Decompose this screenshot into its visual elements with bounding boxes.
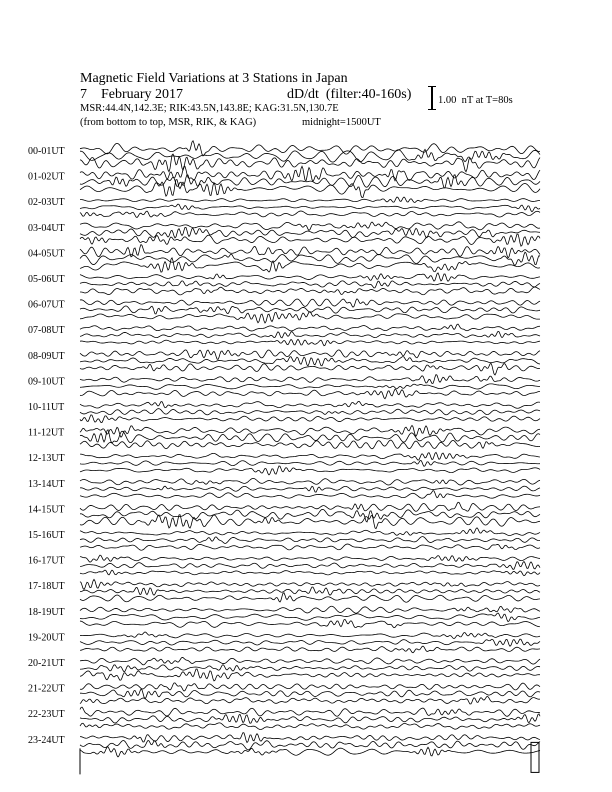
trace-msr-04-05UT (80, 258, 540, 272)
trace-msr-03-04UT (80, 234, 540, 246)
trace-msr-19-20UT (80, 646, 540, 653)
trace-kag-15-16UT (80, 528, 540, 536)
trace-msr-17-18UT (80, 593, 540, 602)
trace-rik-09-10UT (80, 384, 540, 389)
trace-kag-14-15UT (80, 502, 540, 511)
trace-rik-14-15UT (80, 509, 540, 522)
trace-kag-03-04UT (80, 222, 540, 231)
trace-kag-09-10UT (80, 375, 540, 384)
hour-label: 16-17UT (28, 555, 65, 567)
trace-kag-13-14UT (80, 478, 540, 485)
hour-label: 14-15UT (28, 504, 65, 516)
chart-filter: dD/dt (filter:40-160s) (287, 87, 412, 102)
trace-msr-12-13UT (80, 466, 540, 475)
trace-rik-12-13UT (80, 460, 540, 466)
trace-kag-07-08UT (80, 324, 540, 331)
trace-rik-02-03UT (80, 204, 540, 212)
hour-label: 04-05UT (28, 248, 65, 260)
trace-msr-18-19UT (80, 619, 540, 627)
trace-rik-06-07UT (80, 306, 540, 314)
trace-rik-08-09UT (80, 357, 540, 366)
trace-rik-13-14UT (80, 486, 540, 492)
trace-rik-16-17UT (80, 562, 540, 570)
trace-kag-21-22UT (80, 683, 540, 691)
hour-label: 09-10UT (28, 376, 65, 388)
hour-label: 06-07UT (28, 299, 65, 311)
hour-label: 00-01UT (28, 146, 65, 157)
trace-msr-05-06UT (80, 287, 540, 295)
trace-msr-10-11UT (80, 415, 540, 423)
midnight-note: midnight=1500UT (302, 117, 381, 128)
trace-kag-05-06UT (80, 273, 540, 281)
trace-msr-11-12UT (80, 440, 540, 449)
trace-rik-19-20UT (80, 639, 540, 646)
hour-label: 22-23UT (28, 709, 65, 721)
trace-rik-04-05UT (80, 252, 540, 265)
trace-msr-22-23UT (80, 723, 540, 730)
hour-label: 18-19UT (28, 606, 65, 618)
hour-label: 13-14UT (28, 478, 65, 490)
trace-rik-18-19UT (80, 613, 540, 622)
trace-msr-02-03UT (80, 211, 540, 217)
hour-label: 21-22UT (28, 683, 65, 695)
hour-label: 07-08UT (28, 325, 65, 337)
hour-label: 01-02UT (28, 171, 65, 183)
hour-label: 20-21UT (28, 658, 65, 669)
trace-rik-17-18UT (80, 587, 540, 595)
hour-label: 19-20UT (28, 632, 65, 644)
trace-kag-19-20UT (80, 632, 540, 639)
trace-msr-06-07UT (80, 312, 540, 323)
trace-kag-22-23UT (80, 707, 540, 716)
hour-label: 17-18UT (28, 581, 65, 593)
trace-rik-22-23UT (80, 714, 540, 723)
trace-msr-01-02UT (80, 180, 540, 198)
trace-kag-16-17UT (80, 555, 540, 562)
trace-msr-07-08UT (80, 339, 540, 345)
trace-kag-06-07UT (80, 299, 540, 307)
trace-msr-23-24UT (80, 747, 540, 757)
trace-rik-07-08UT (80, 331, 540, 338)
trace-kag-02-03UT (80, 197, 540, 202)
trace-kag-01-02UT (80, 166, 540, 181)
chart-title: Magnetic Field Variations at 3 Stations in Japan (80, 71, 348, 86)
hour-label: 02-03UT (28, 197, 65, 209)
trace-msr-09-10UT (80, 389, 540, 398)
trace-kag-00-01UT (80, 141, 540, 156)
trace-rik-11-12UT (80, 430, 540, 443)
trace-kag-11-12UT (80, 425, 540, 437)
end-marker-right (531, 742, 539, 772)
trace-kag-04-05UT (80, 245, 540, 258)
trace-kag-10-11UT (80, 401, 540, 408)
station-coordinates: MSR:44.4N,142.3E; RIK:43.5N,143.8E; KAG:31.5N,130.7E (80, 103, 339, 114)
trace-msr-14-15UT (80, 515, 540, 529)
trace-msr-15-16UT (80, 544, 540, 550)
trace-kag-12-13UT (80, 452, 540, 460)
trace-rik-23-24UT (80, 740, 540, 749)
trace-rik-05-06UT (80, 281, 540, 288)
stack-order-note: (from bottom to top, MSR, RIK, & KAG) (80, 117, 257, 128)
hour-label: 12-13UT (28, 453, 65, 465)
trace-kag-17-18UT (80, 579, 540, 589)
trace-rik-15-16UT (80, 537, 540, 544)
trace-kag-20-21UT (80, 657, 540, 664)
hour-label: 15-16UT (28, 530, 65, 541)
chart-date: 7 February 2017 (80, 87, 184, 102)
trace-msr-08-09UT (80, 363, 540, 375)
hour-label: 08-09UT (28, 350, 65, 362)
trace-rik-21-22UT (80, 689, 540, 699)
trace-msr-13-14UT (80, 491, 540, 499)
trace-rik-20-21UT (80, 665, 540, 672)
scale-label: 1.00 nT at T=80s (438, 95, 513, 106)
trace-kag-08-09UT (80, 350, 540, 360)
hour-label: 23-24UT (28, 734, 65, 746)
trace-rik-01-02UT (80, 175, 540, 188)
trace-rik-10-11UT (80, 409, 540, 415)
trace-msr-16-17UT (80, 570, 540, 576)
trace-msr-21-22UT (80, 696, 540, 703)
hour-label: 05-06UT (28, 274, 65, 285)
trace-kag-18-19UT (80, 606, 540, 613)
hour-label: 03-04UT (28, 222, 65, 234)
hour-label: 11-12UT (28, 427, 65, 439)
hour-label: 10-11UT (28, 402, 65, 413)
